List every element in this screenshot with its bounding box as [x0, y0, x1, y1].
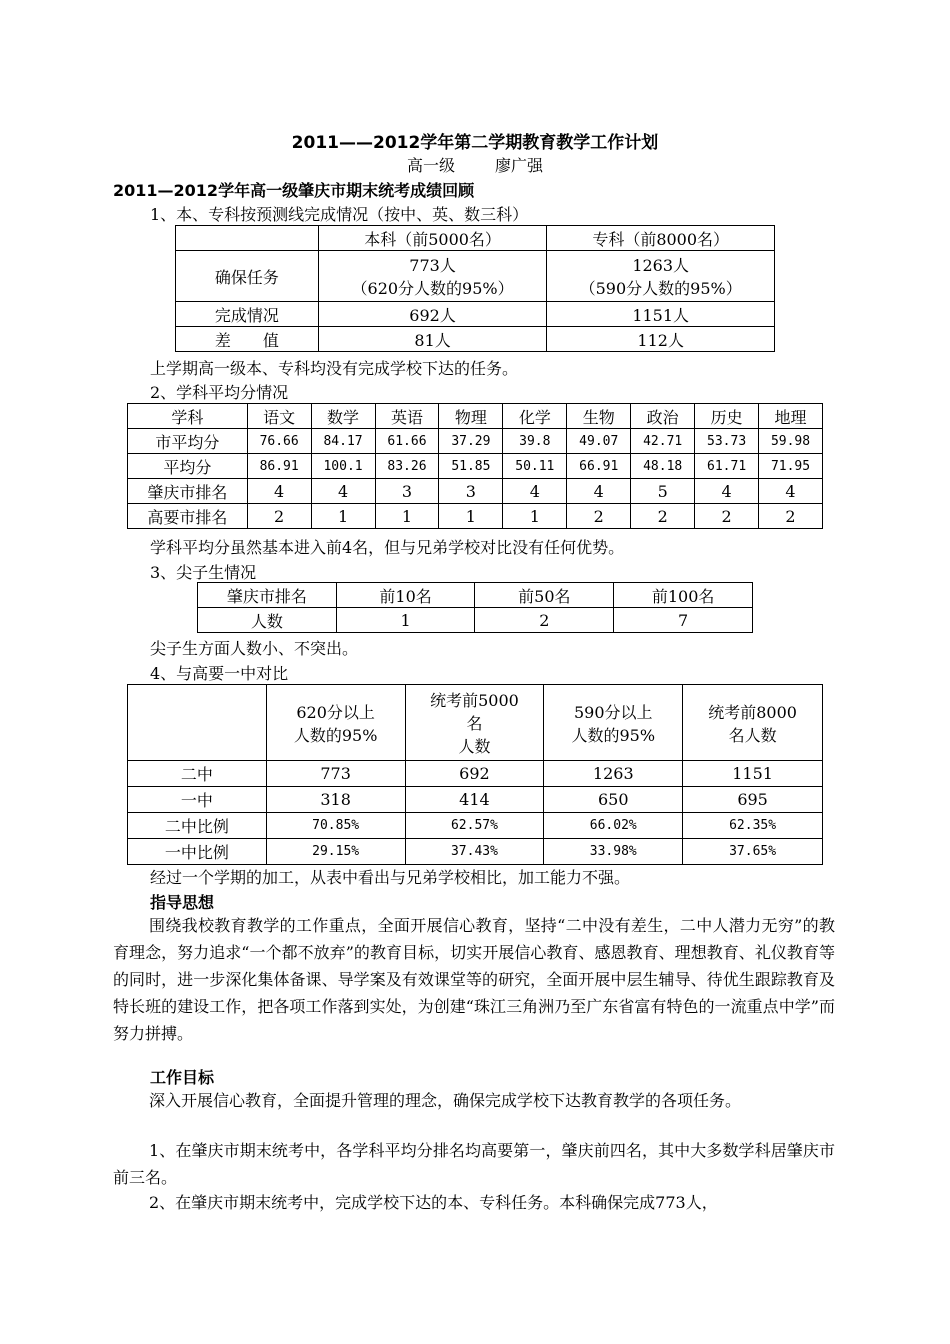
table-cell: 84.17: [311, 429, 375, 454]
subject-header: 生物: [567, 404, 631, 429]
table-cell: 39.8: [503, 429, 567, 454]
top-students-table: [197, 582, 753, 633]
table-cell: 42.71: [631, 429, 695, 454]
subject-header: 物理: [439, 404, 503, 429]
section-1-note: 上学期高一级本、专科均没有完成学校下达的任务。: [150, 359, 519, 378]
table-cell: 773人 （620分人数的95%）: [318, 251, 547, 302]
header-cell: 前50名: [475, 583, 614, 608]
table-cell: 773: [266, 761, 405, 787]
table-cell: 37.65%: [683, 839, 823, 865]
row-label: 差 值: [176, 327, 319, 352]
table-row: [128, 839, 823, 865]
section-4-note: 经过一个学期的加工，从表中看出与兄弟学校相比，加工能力不强。: [150, 868, 631, 887]
table-cell: 49.07: [567, 429, 631, 454]
table-cell: 4: [503, 479, 567, 504]
subject-header: 数学: [311, 404, 375, 429]
subject-header: 英语: [375, 404, 439, 429]
table-cell: 62.35%: [683, 813, 823, 839]
table-cell: 4: [311, 479, 375, 504]
header-cell: 统考前8000 名人数: [683, 685, 823, 761]
table-cell: 29.15%: [266, 839, 405, 865]
subject-average-table: [127, 403, 823, 529]
table-cell: 61.66: [375, 429, 439, 454]
table-cell: 692人: [318, 302, 547, 327]
table-cell: 2: [695, 504, 759, 529]
review-heading: 2011—2012学年高一级肇庆市期末统考成绩回顾: [113, 181, 475, 200]
row-label: 一中比例: [128, 839, 267, 865]
section-1-title: 1、本、专科按预测线完成情况（按中、英、数三科）: [150, 205, 529, 224]
goal-paragraph-2: 1、在肇庆市期末统考中，各学科平均分排名均高要第一，肇庆前四名，其中大多数学科居肇庆市前三名。: [113, 1141, 835, 1187]
row-label: 平均分: [128, 454, 248, 479]
table-cell: 37.29: [439, 429, 503, 454]
table-cell: 1: [375, 504, 439, 529]
row-label: 人数: [198, 608, 337, 633]
document-title: 2011——2012学年第二学期教育教学工作计划: [291, 133, 659, 153]
table-cell: 2: [567, 504, 631, 529]
table-cell: 2: [759, 504, 823, 529]
author-name: 廖广强: [495, 156, 544, 175]
table-cell: 71.95: [759, 454, 823, 479]
section-2-title: 2、学科平均分情况: [150, 383, 289, 402]
goal-heading: 工作目标: [150, 1068, 215, 1087]
table-row: [128, 761, 823, 787]
header-cell: 专科（前8000名）: [547, 226, 775, 251]
guide-paragraph: 围绕我校教育教学的工作重点，全面开展信心教育，坚持“二中没有差生，二中人潜力无穷”的教育理念，努力追求“一个都不放弃”的教育目标，切实开展信心教育、感恩教育、理想教育、礼仪教育等的同时，进一步深化集体备课、导学案及有效课堂等的研究，全面开展中层生辅导、待优生跟踪教育及特长班的建设工作，把各项工作落到实处，为创建“珠江三角洲乃至广东省富有特色的一流重点中学”而努力拼搏。: [113, 916, 835, 1043]
table-cell: 1: [439, 504, 503, 529]
section-4-title: 4、与高要一中对比: [150, 664, 289, 683]
table-cell: 100.1: [311, 454, 375, 479]
row-label: 一中: [128, 787, 267, 813]
table-cell: 414: [405, 787, 544, 813]
table-cell: 61.71: [695, 454, 759, 479]
table-cell: 1151人: [547, 302, 775, 327]
header-cell: 统考前5000 名 人数: [405, 685, 544, 761]
table-cell: 66.02%: [544, 813, 683, 839]
table-cell: 7: [614, 608, 753, 633]
table-row: [128, 479, 823, 504]
table-cell: 1263人 （590分人数的95%）: [547, 251, 775, 302]
table-cell: 3: [439, 479, 503, 504]
table-row: [128, 454, 823, 479]
table-cell: 70.85%: [266, 813, 405, 839]
table-cell: 1: [336, 608, 475, 633]
row-label: 肇庆市排名: [128, 479, 248, 504]
row-label: 高要市排名: [128, 504, 248, 529]
table-cell: 4: [759, 479, 823, 504]
table-cell: 48.18: [631, 454, 695, 479]
table-row: [128, 504, 823, 529]
guide-heading: 指导思想: [150, 893, 215, 912]
header-cell: 前100名: [614, 583, 753, 608]
table-cell: 4: [247, 479, 311, 504]
table-cell: 1: [503, 504, 567, 529]
subject-header: 化学: [503, 404, 567, 429]
table-cell: 692: [405, 761, 544, 787]
table-cell: 76.66: [247, 429, 311, 454]
row-label: 完成情况: [176, 302, 319, 327]
header-cell: 620分以上 人数的95%: [266, 685, 405, 761]
subject-header: 政治: [631, 404, 695, 429]
table-cell: 2: [475, 608, 614, 633]
header-cell: 肇庆市排名: [198, 583, 337, 608]
table-cell: 5: [631, 479, 695, 504]
table-cell: 3: [375, 479, 439, 504]
table-cell: 650: [544, 787, 683, 813]
table-cell: 4: [695, 479, 759, 504]
table-cell: 318: [266, 787, 405, 813]
row-label: 确保任务: [176, 251, 319, 302]
table-cell: 50.11: [503, 454, 567, 479]
comparison-table: [127, 684, 823, 865]
subject-header: 语文: [247, 404, 311, 429]
table-cell: [128, 685, 267, 761]
table-cell: 1263: [544, 761, 683, 787]
header-cell: 本科（前5000名）: [318, 226, 547, 251]
table-cell: 86.91: [247, 454, 311, 479]
table-cell: 695: [683, 787, 823, 813]
completion-table: [175, 225, 775, 352]
table-cell: 2: [247, 504, 311, 529]
subject-header: 历史: [695, 404, 759, 429]
row-label: 市平均分: [128, 429, 248, 454]
table-cell: 112人: [547, 327, 775, 352]
header-cell: 前10名: [336, 583, 475, 608]
section-2-note: 学科平均分虽然基本进入前4名，但与兄弟学校对比没有任何优势。: [150, 538, 625, 557]
table-cell: 1: [311, 504, 375, 529]
table-row: [128, 813, 823, 839]
table-cell: 53.73: [695, 429, 759, 454]
subject-header: 地理: [759, 404, 823, 429]
table-cell: 62.57%: [405, 813, 544, 839]
table-cell: 51.85: [439, 454, 503, 479]
goal-paragraph-1: 深入开展信心教育，全面提升管理的理念，确保完成学校下达教育教学的各项任务。: [149, 1091, 742, 1110]
table-cell: 1151: [683, 761, 823, 787]
header-cell: 590分以上 人数的95%: [544, 685, 683, 761]
table-cell: 81人: [318, 327, 547, 352]
section-3-note: 尖子生方面人数小、不突出。: [150, 639, 359, 658]
author-line: [0, 153, 950, 176]
goal-paragraph-3: 2、在肇庆市期末统考中，完成学校下达的本、专科任务。本科确保完成773人，: [149, 1193, 718, 1212]
table-row: [128, 429, 823, 454]
table-cell: 66.91: [567, 454, 631, 479]
table-cell: 4: [567, 479, 631, 504]
header-label: 学科: [128, 404, 248, 429]
table-cell: 37.43%: [405, 839, 544, 865]
table-row: [128, 787, 823, 813]
table-cell: 83.26: [375, 454, 439, 479]
author-grade: 高一级: [406, 156, 455, 175]
table-cell: 2: [631, 504, 695, 529]
row-label: 二中比例: [128, 813, 267, 839]
section-3-title: 3、尖子生情况: [150, 563, 257, 582]
table-cell: 33.98%: [544, 839, 683, 865]
table-cell: 59.98: [759, 429, 823, 454]
table-cell: [176, 226, 319, 251]
row-label: 二中: [128, 761, 267, 787]
